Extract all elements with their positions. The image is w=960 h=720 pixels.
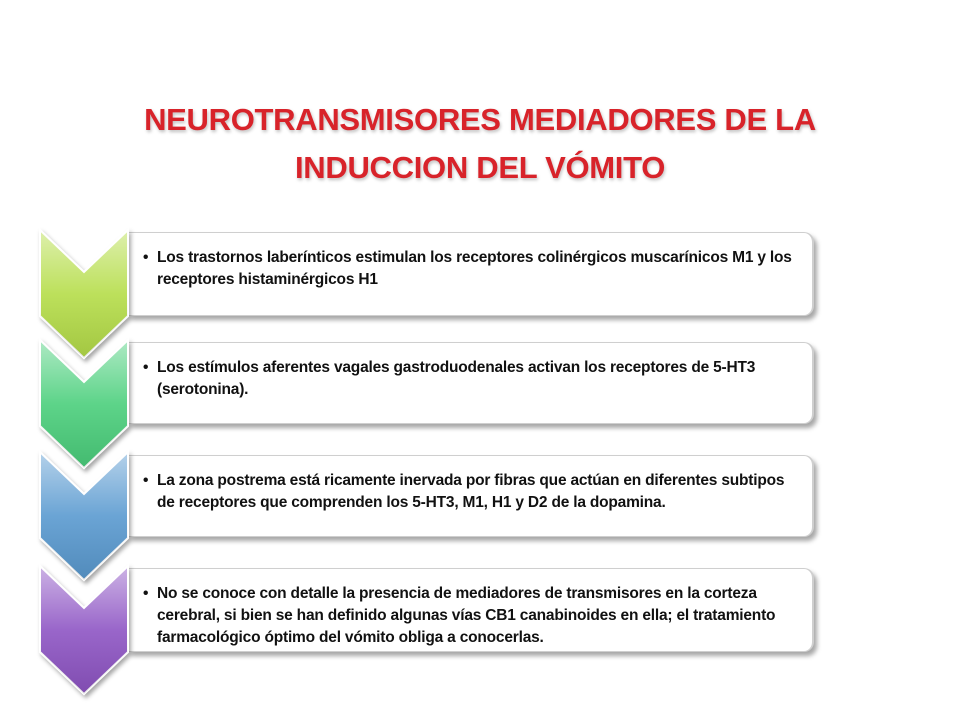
chevron-4 [40,566,128,694]
list-item-text-4: • No se conoce con detalle la presencia de mediadores de transmisores en la corteza cerebral, si bien se han definido algunas vías CB1 canabinoides en ella; el tratamiento farmacológico óptimo del vómito obliga a conocerlas. [139,583,804,649]
chevron-gloss-1 [40,230,128,358]
chevron-3 [40,452,128,580]
chevron-gloss-2 [40,340,128,468]
chevron-gloss-3 [40,452,128,580]
list-item-box-4 [128,568,814,652]
title-line-2: INDUCCION DEL VÓMITO [294,150,666,185]
chevron-2 [40,340,128,468]
list-item-box-1 [128,232,814,316]
list-item-text-2: • Los estímulos aferentes vagales gastroduodenales activan los receptores de 5-HT3 (serotonina). [139,357,804,401]
slide-title [60,96,900,192]
title-line-1: NEUROTRANSMISORES MEDIADORES DE LA [144,102,816,137]
chevron-gloss-4 [40,566,128,694]
chevron-1 [40,230,128,358]
list-item-text-3: • La zona postrema está ricamente inervada por fibras que actúan en diferentes subtipos de receptores que comprenden los 5-HT3, M1, H1 y D2 de la dopamina. [139,470,804,514]
list-item-box-2 [128,342,814,424]
list-item-box-3 [128,455,814,537]
list-item-text-1: • Los trastornos laberínticos estimulan los receptores colinérgicos muscarínicos M1 y los receptores histaminérgicos H1 [139,247,804,291]
